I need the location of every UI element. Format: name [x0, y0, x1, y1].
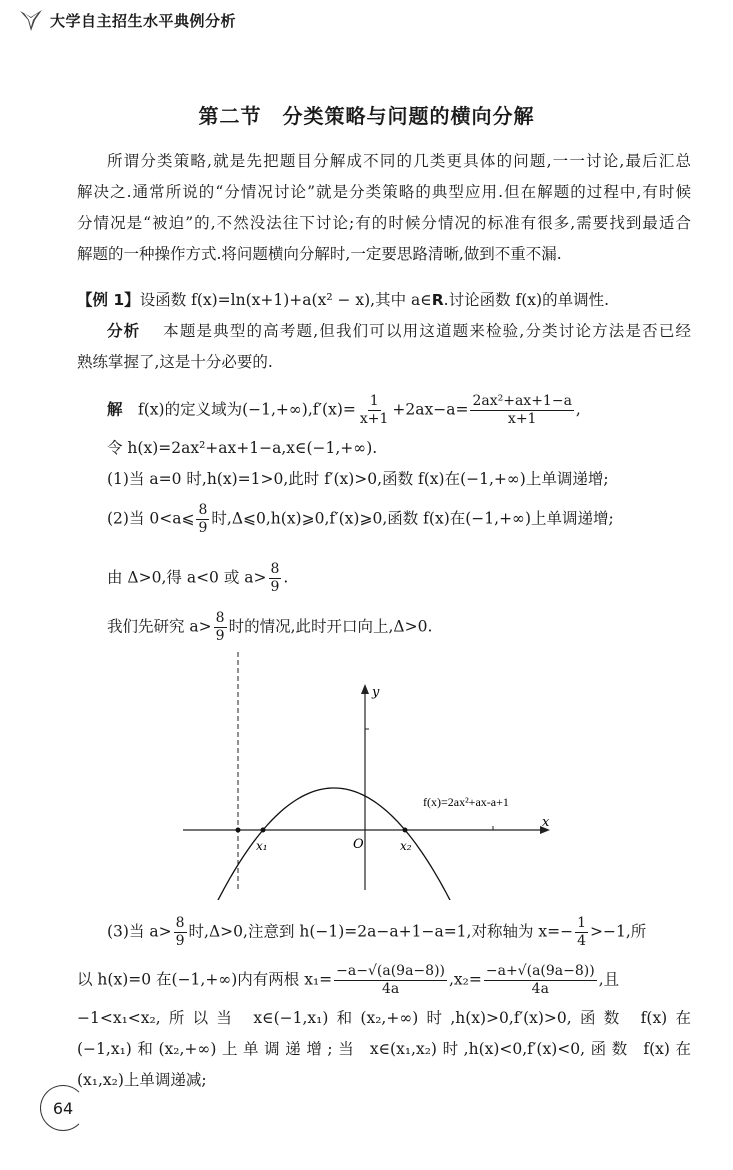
denominator: 9	[270, 579, 280, 595]
curve-label: f(x)=2ax²+ax-a+1	[423, 795, 509, 809]
bold-label: 解	[107, 400, 123, 419]
bold-label: 【例 1】	[77, 291, 140, 309]
text-segment: 熟练掌握了,这是十分必要的.	[77, 353, 273, 371]
text-segment: >−1,所	[590, 922, 647, 941]
text-segment: 设函数 f(x)=ln(x+1)+a(x² − x),其中 a∈	[139, 291, 432, 309]
root1-label: x₁	[256, 839, 268, 853]
bird-logo-icon	[18, 8, 44, 32]
denominator: 4a	[381, 981, 400, 997]
y-axis-label: y	[372, 685, 380, 700]
text-segment: (1)当 a=0 时,h(x)=1>0,此时 f′(x)>0,函数 f(x)在(−1,+∞)上单调递增;	[107, 470, 609, 488]
page-number: 64	[40, 1085, 86, 1131]
text-line	[107, 468, 691, 490]
numerator: 8	[270, 561, 280, 577]
root2-label: x₂	[400, 839, 412, 853]
text-segment: ,	[575, 400, 581, 419]
fraction	[575, 915, 588, 950]
text-line	[107, 320, 691, 342]
text-line	[107, 915, 691, 950]
fraction	[358, 393, 391, 428]
fraction	[334, 963, 447, 998]
origin-label: O	[353, 837, 364, 852]
text-line	[77, 963, 691, 998]
text-line	[107, 393, 691, 428]
text-segment: 以 h(x)=0 在(−1,+∞)内有两根 x₁=	[77, 970, 333, 989]
text-line	[77, 1038, 691, 1060]
text-segment: 时,Δ>0,注意到 h(−1)=2a−a+1−a=1,对称轴为 x=−	[188, 922, 574, 941]
text-line	[107, 150, 691, 172]
denominator: 9	[175, 933, 185, 949]
numerator: 8	[175, 915, 185, 931]
numerator: 1	[577, 915, 587, 931]
text-segment: 时,Δ⩽0,h(x)⩾0,f′(x)⩾0,函数 f(x)在(−1,+∞)上单调递增;	[211, 509, 614, 528]
text-line	[77, 1069, 691, 1091]
text-segment: 本题是典型的高考题,但我们可以用这道题来检验,分类讨论方法是否已经	[146, 322, 691, 340]
text-segment: 我们先研究 a>	[107, 617, 212, 636]
numerator: 2ax²+ax+1−a	[472, 393, 572, 409]
text-segment: 时的情况,此时开口向上,Δ>0.	[228, 617, 433, 636]
text-segment: 所谓分类策略,就是先把题目分解成不同的几类更具体的问题,一一讨论,最后汇总	[107, 152, 691, 170]
text-line	[77, 1007, 691, 1029]
denominator: 9	[198, 520, 208, 536]
text-segment: f(x)的定义域为(−1,+∞),f′(x)=	[122, 400, 356, 419]
running-header	[18, 8, 236, 32]
text-segment: .讨论函数 f(x)的单调性.	[443, 291, 610, 309]
numerator: −a+√(a(9a−8))	[485, 963, 595, 979]
fraction	[174, 915, 187, 950]
fraction	[484, 963, 597, 998]
text-segment: (x₁,x₂)上单调递减;	[77, 1071, 207, 1089]
numerator: 8	[215, 610, 225, 626]
numerator: 1	[369, 393, 379, 409]
text-line	[77, 351, 691, 373]
fraction	[269, 561, 282, 596]
text-line	[77, 243, 691, 265]
bold-label: 分析	[107, 322, 141, 340]
text-segment: −1<x₁<x₂,所以当 x∈(−1,x₁)和(x₂,+∞)时,h(x)>0,f′(x)>0,函数 f(x)在	[77, 1009, 691, 1027]
text-segment: .	[283, 568, 289, 587]
text-line	[77, 212, 691, 234]
fraction	[470, 393, 573, 428]
text-segment: 解题的一种操作方式.将问题横向分解时,一定要思路清晰,做到不重不漏.	[77, 245, 562, 263]
text-segment: ,x₂=	[449, 970, 482, 989]
point-minus-one	[236, 828, 241, 833]
text-line	[107, 561, 691, 596]
text-line	[107, 502, 691, 537]
text-segment: 解决之.通常所说的“分情况讨论”就是分类策略的典型应用.但在解题的过程中,有时候	[77, 183, 691, 201]
text-segment: 令 h(x)=2ax²+ax+1−a,x∈(−1,+∞).	[107, 439, 378, 457]
text-segment: 由 Δ>0,得 a<0 或 a>	[107, 568, 267, 587]
text-line	[107, 437, 691, 459]
parabola-diagram	[170, 640, 570, 900]
text-segment: (2)当 0<a⩽	[107, 509, 195, 528]
denominator: 4a	[531, 981, 549, 997]
book-title: 大学自主招生水平典例分析	[50, 11, 237, 30]
denominator: x+1	[507, 411, 537, 427]
root-point-x2	[403, 828, 408, 833]
text-segment: (−1,x₁)和(x₂,+∞)上单调递增;当 x∈(x₁,x₂)时,h(x)<0,f′(x)<0,函数 f(x)在	[77, 1040, 691, 1058]
denominator: x+1	[359, 411, 389, 427]
fraction	[196, 502, 209, 537]
numerator: −a−√(a(9a−8))	[336, 963, 445, 979]
section-title: 第二节 分类策略与问题的横向分解	[198, 104, 535, 128]
text-line	[77, 289, 691, 311]
denominator: 9	[215, 628, 225, 644]
y-axis-arrow-icon	[361, 684, 369, 694]
x-axis-label: x	[542, 815, 550, 830]
text-segment: 分情况是“被迫”的,不然没法往下讨论;有的时候分情况的标准有很多,需要找到最适合	[77, 214, 691, 232]
denominator: 4	[577, 933, 587, 949]
bold-label: R	[431, 291, 444, 309]
text-segment: ,且	[598, 970, 620, 989]
root-point-x1	[261, 828, 266, 833]
numerator: 8	[198, 502, 208, 518]
text-segment: (3)当 a>	[107, 922, 172, 941]
text-segment: +2ax−a=	[392, 400, 469, 419]
text-line	[77, 181, 691, 203]
